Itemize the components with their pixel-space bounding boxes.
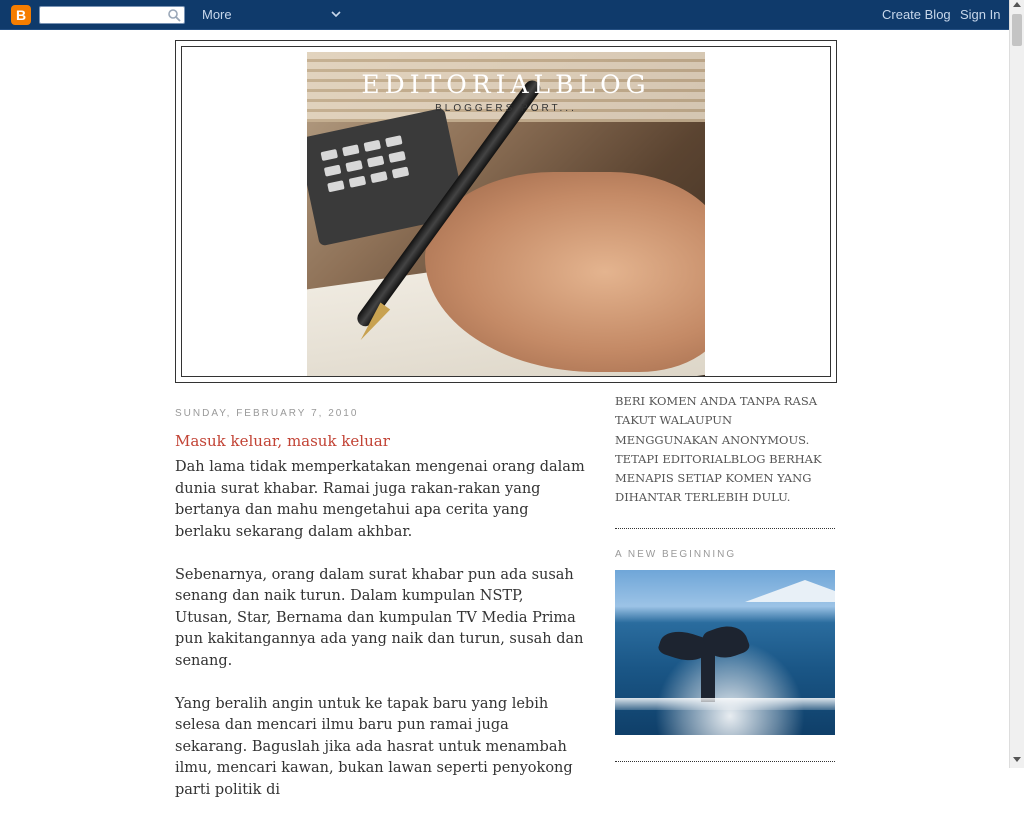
blog-title[interactable]: EDITORIALBLOG [361, 70, 651, 99]
sidebar-widget-heading: A NEW BEGINNING [615, 549, 737, 560]
scroll-down-arrow-icon[interactable] [1013, 757, 1021, 762]
blogger-navbar [0, 0, 1009, 30]
search-input[interactable] [39, 6, 185, 24]
whale-image-mountain [745, 580, 835, 602]
blog-description: BLOGGERS PORT... [435, 103, 577, 114]
sidebar-whale-tail-image[interactable] [615, 570, 835, 735]
sidebar-comment-notice: BERI KOMEN ANDA TANPA RASA TAKUT WALAUPUN MENGGUNAKAN ANONYMOUS. TETAPI EDITORIALBLOG BERHAK MENAPIS SETIAP KOMEN YANG DIHANTAR TERLEBIH DULU. [615, 394, 822, 505]
scroll-thumb[interactable] [1012, 14, 1022, 46]
scroll-up-arrow-icon[interactable] [1013, 2, 1021, 7]
sidebar-divider [615, 528, 835, 529]
post-paragraph: Yang beralih angin untuk ke tapak baru yang lebih selesa dan mencari ilmu baru pun ramai juga sekarang. Baguslah jika ada hasrat untuk menambah ilmu, mencari kawan, bukan lawan seperti penyokong parti politik di [175, 695, 573, 798]
post-paragraph: Dah lama tidak memperkatakan mengenai orang dalam dunia surat khabar. Ramai juga rakan-rakan yang bertanya dan mahu mengetahui apa cerita yang berlaku sekarang dalam akhbar. [175, 459, 585, 540]
sidebar-divider [615, 761, 835, 762]
whale-image-tail-stock [701, 650, 715, 702]
search-icon[interactable] [167, 8, 181, 22]
chevron-down-icon[interactable] [330, 8, 342, 20]
blogger-logo-icon[interactable]: B [11, 5, 31, 25]
vertical-scrollbar[interactable] [1009, 0, 1024, 768]
create-blog-link[interactable]: Create Blog [882, 7, 951, 22]
header-image-pen-writing[interactable] [307, 52, 705, 376]
blog-header-inner [181, 46, 831, 377]
sign-in-link[interactable]: Sign In [960, 7, 1001, 22]
post-paragraph: Sebenarnya, orang dalam surat khabar pun ada susah senang dan naik turun. Dalam kumpulan NSTP, Utusan, Star, Bernama dan kumpulan TV Media Prima pun kakitangannya ada yang naik dan turun, susah dan senang. [175, 566, 584, 669]
whale-image-foam [615, 698, 835, 710]
blog-header [175, 40, 837, 383]
post-title-link[interactable]: Masuk keluar, masuk keluar [175, 432, 390, 450]
more-menu-button[interactable]: More [202, 7, 232, 22]
post-date-header: SUNDAY, FEBRUARY 7, 2010 [175, 408, 359, 419]
